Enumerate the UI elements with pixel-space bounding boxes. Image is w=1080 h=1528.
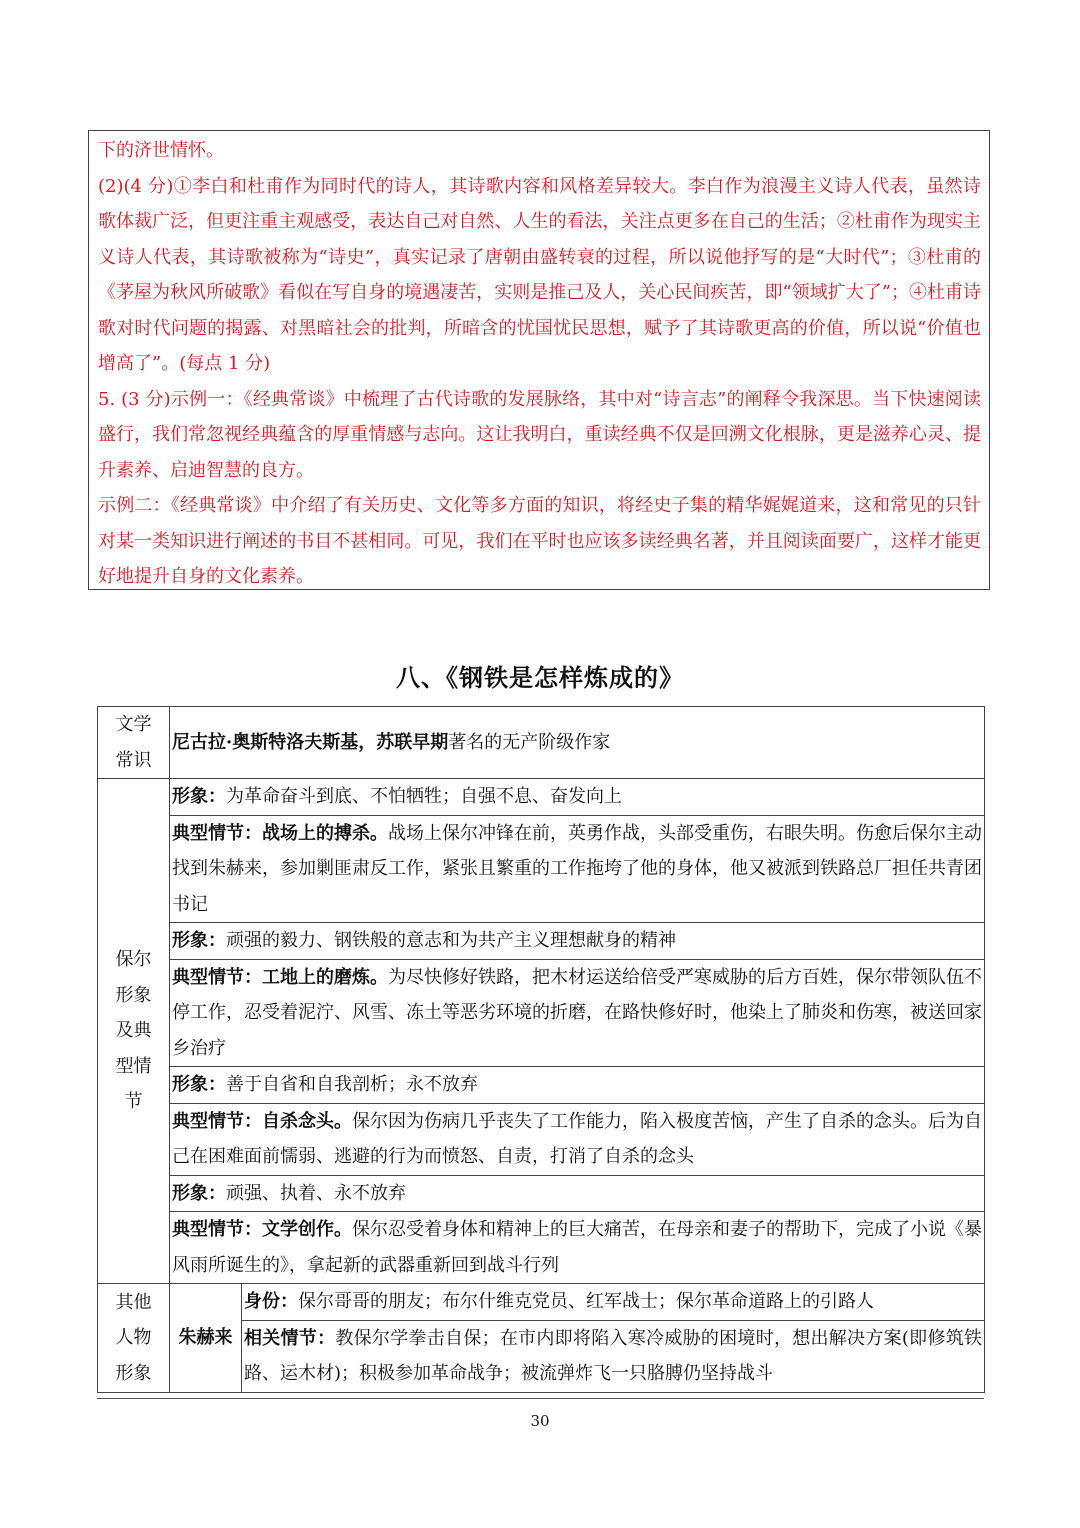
- paul-image-cell: 形象：顽强、执着、永不放弃: [170, 1175, 985, 1212]
- literature-table: [97, 706, 985, 1393]
- paul-plot-cell: 典型情节：战场上的搏杀。战场上保尔冲锋在前，英勇作战，头部受重伤，右眼失明。伤愈后保尔主动找到朱赫来，参加剿匪肃反工作，紧张且繁重的工作拖垮了他的身体，他又被派到铁路总厂担任共青团书记: [170, 815, 985, 923]
- character-identity: 身份：保尔哥哥的朋友；布尔什维克党员、红军战士；保尔革命道路上的引路人: [242, 1284, 985, 1321]
- table-row-paul-image-4: [98, 1175, 985, 1212]
- section-title: 八、《钢铁是怎样炼成的》: [396, 664, 684, 692]
- answer-box: [88, 130, 990, 590]
- answer-paragraph-3: 5. (3 分)示例一：《经典常谈》中梳理了古代诗歌的发展脉络，其中对“诗言志”的阐释令我深思。当下快速阅读盛行，我们常忽视经典蕴含的厚重情感与志向。这让我明白，重读经典不仅是回溯文化根脉，更是滋养心灵、提升素养、启迪智慧的良方。: [98, 388, 981, 481]
- paul-plot-cell: 典型情节：工地上的磨炼。为尽快修好铁路，把木材运送给倍受严寒威胁的后方百姓，保尔带领队伍不停工作，忍受着泥泞、风雪、冻土等恶劣环境的折磨，在路快修好时，他染上了肺炎和伤寒，被送回家乡治疗: [170, 959, 985, 1067]
- paul-image-cell: 形象：善于自省和自我剖析；永不放弃: [170, 1067, 985, 1104]
- lit-knowledge-content: [170, 707, 985, 779]
- character-plot: 相关情节：教保尔学拳击自保；在市内即将陷入寒冷威胁的困境时，想出解决方案(即修筑铁路、运木材)；积极参加革命战争；被流弹炸飞一只胳膊仍坚持战斗: [242, 1320, 985, 1392]
- table-row-paul-image-3: [98, 1067, 985, 1104]
- table-row-paul-plot-3: [98, 1103, 985, 1175]
- answer-paragraph-2: (2)(4 分)①李白和杜甫作为同时代的诗人，其诗歌内容和风格差异较大。李白作为浪漫主义诗人代表，虽然诗歌体裁广泛，但更注重主观感受，表达自己对自然、人生的看法，关注点更多在自己的生活；②杜甫作为现实主义诗人代表，其诗歌被称为“诗史”，真实记录了唐朝由盛转衰的过程，所以说他抒写的是“大时代”；③杜甫的《茅屋为秋风所破歌》看似在写自身的境遇凄苦，实则是推己及人，关心民间疾苦，即“领域扩大了”；④杜甫诗歌对时代问题的揭露、对黑暗社会的批判，所暗含的忧国忧民思想，赋予了其诗歌更高的价值，所以说“价值也增高了”。(每点 1 分): [98, 175, 981, 374]
- paul-section-header: 保尔 形象 及典 型情 节: [98, 779, 170, 1284]
- table-row-paul-plot-2: [98, 959, 985, 1067]
- other-characters-header: 其他 人物 形象: [98, 1284, 170, 1393]
- author-desc: 著名的无产阶级作家: [448, 731, 611, 753]
- lit-knowledge-header: 文学 常识: [98, 707, 170, 779]
- paul-plot-cell: 典型情节：自杀念头。保尔因为伤病几乎丧失了工作能力，陷入极度苦恼，产生了自杀的念头。后为自己在困难面前懦弱、逃避的行为而愤怒、自责，打消了自杀的念头: [170, 1103, 985, 1175]
- answer-paragraph-1: 下的济世情怀。: [98, 140, 224, 161]
- table-row-other-identity: [98, 1284, 985, 1321]
- table-row-paul-plot-1: [98, 815, 985, 923]
- footer-divider: [97, 1398, 984, 1399]
- character-name: 朱赫来: [170, 1284, 242, 1393]
- table-row-lit-knowledge: [98, 707, 985, 779]
- page-number: 30: [530, 1412, 550, 1430]
- author-name: 尼古拉·奥斯特洛夫斯基，苏联早期: [172, 731, 449, 753]
- paul-image-cell: 形象：顽强的毅力、钢铁般的意志和为共产主义理想献身的精神: [170, 923, 985, 960]
- paul-image-cell: 形象：为革命奋斗到底、不怕牺牲；自强不息、奋发向上: [170, 779, 985, 816]
- paul-plot-cell: 典型情节：文学创作。保尔忍受着身体和精神上的巨大痛苦，在母亲和妻子的帮助下，完成了小说《暴风雨所诞生的》，拿起新的武器重新回到战斗行列: [170, 1212, 985, 1284]
- table-row-paul-image-1: [98, 779, 985, 816]
- table-row-paul-plot-4: [98, 1212, 985, 1284]
- answer-paragraph-4: 示例二：《经典常谈》中介绍了有关历史、文化等多方面的知识，将经史子集的精华娓娓道来，这和常见的只针对某一类知识进行阐述的书目不甚相同。可见，我们在平时也应该多读经典名著，并且阅读面要广，这样才能更好地提升自身的文化素养。: [98, 495, 981, 587]
- table-row-paul-image-2: [98, 923, 985, 960]
